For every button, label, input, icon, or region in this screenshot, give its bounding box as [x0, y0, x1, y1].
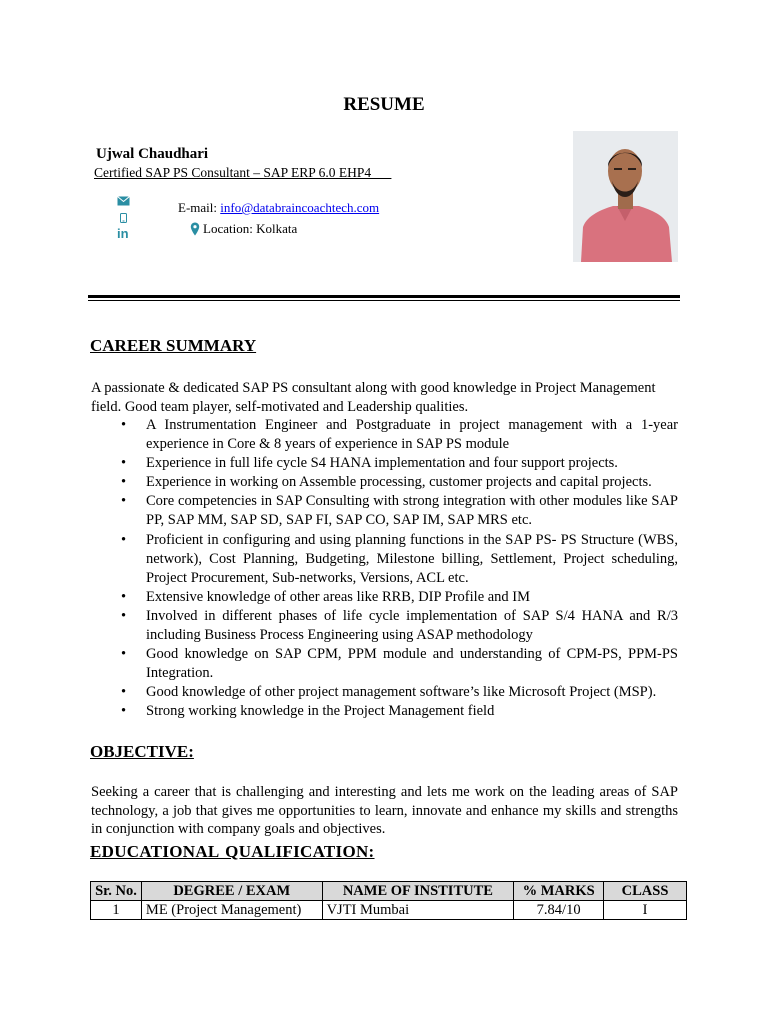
- email-row: [178, 200, 379, 216]
- career-summary-heading: CAREER SUMMARY: [90, 336, 257, 355]
- column-header-class: CLASS: [604, 882, 687, 901]
- cell-sr-no: 1: [91, 901, 142, 920]
- email-icon: [117, 196, 130, 206]
- career-summary-intro: A passionate & dedicated SAP PS consultant along with good knowledge in Project Management field. Good team player, self-motivated and Leadership qualities.: [91, 380, 656, 415]
- candidate-headline: Certified SAP PS Consultant – SAP ERP 6.0 EHP4: [94, 165, 392, 180]
- column-header-marks: % MARKS: [514, 882, 604, 901]
- linkedin-icon[interactable]: in: [117, 226, 129, 241]
- list-item: • Proficient in configuring and using planning functions in the SAP PS- PS Structure (WBS, network), Cost Planning, Budgeting, Milestone billing, Settlement, Project scheduling, Project Procurement, Sub-networks, Versions, ACL etc.: [91, 531, 678, 588]
- cell-class: I: [604, 901, 687, 920]
- cell-marks: 7.84/10: [514, 901, 604, 920]
- table-row: [91, 901, 687, 920]
- cell-degree: ME (Project Management): [141, 901, 322, 920]
- career-summary-list: [91, 416, 678, 722]
- education-table: [90, 881, 687, 920]
- education-heading: EDUCATIONAL QUALIFICATION:: [90, 842, 375, 861]
- objective-heading: OBJECTIVE:: [90, 742, 194, 761]
- location-pin-icon: [190, 222, 200, 236]
- email-link[interactable]: info@databraincoachtech.com: [220, 200, 380, 215]
- objective-text: Seeking a career that is challenging and interesting and lets me work on the leading areas of SAP technology, a job that gives me opportunities to learn, innovate and enhance my skills and strengths in conjunction with company goals and objectives.: [91, 784, 678, 837]
- header-divider-thick: [88, 295, 680, 298]
- cell-institute: VJTI Mumbai: [322, 901, 514, 920]
- table-header-row: [91, 882, 687, 901]
- list-item: • Core competencies in SAP Consulting with strong integration with other modules like SAP PP, SAP MM, SAP SD, SAP FI, SAP CO, SAP IM, SAP MRS etc.: [91, 492, 678, 530]
- list-item: • Good knowledge of other project management software’s like Microsoft Project (MSP).: [91, 683, 678, 702]
- column-header-institute: NAME OF INSTITUTE: [322, 882, 514, 901]
- candidate-name: Ujwal Chaudhari: [96, 146, 209, 162]
- profile-photo: [573, 131, 678, 262]
- header-divider-thin: [88, 300, 680, 301]
- list-item: • Good knowledge on SAP CPM, PPM module and understanding of CPM-PS, PPM-PS Integration.: [91, 645, 678, 683]
- list-item: • Experience in full life cycle S4 HANA implementation and four support projects.: [91, 454, 678, 473]
- list-item: • Strong working knowledge in the Project Management field: [91, 702, 678, 721]
- list-item: • Extensive knowledge of other areas like RRB, DIP Profile and IM: [91, 588, 678, 607]
- list-item: • A Instrumentation Engineer and Postgraduate in project management with a 1-year experience in Core & 8 years of experience in SAP PS module: [91, 416, 678, 454]
- email-label: E-mail:: [178, 200, 221, 215]
- location-row: [190, 221, 297, 237]
- location-text: Location: Kolkata: [203, 221, 298, 236]
- column-header-degree: DEGREE / EXAM: [141, 882, 322, 901]
- list-item: • Experience in working on Assemble processing, customer projects and capital projects.: [91, 473, 678, 492]
- column-header-sr-no: Sr. No.: [91, 882, 142, 901]
- phone-icon: [120, 213, 127, 223]
- document-title: RESUME: [343, 94, 425, 115]
- list-item: • Involved in different phases of life cycle implementation of SAP S/4 HANA and R/3 including Business Process Engineering using ASAP methodology: [91, 607, 678, 645]
